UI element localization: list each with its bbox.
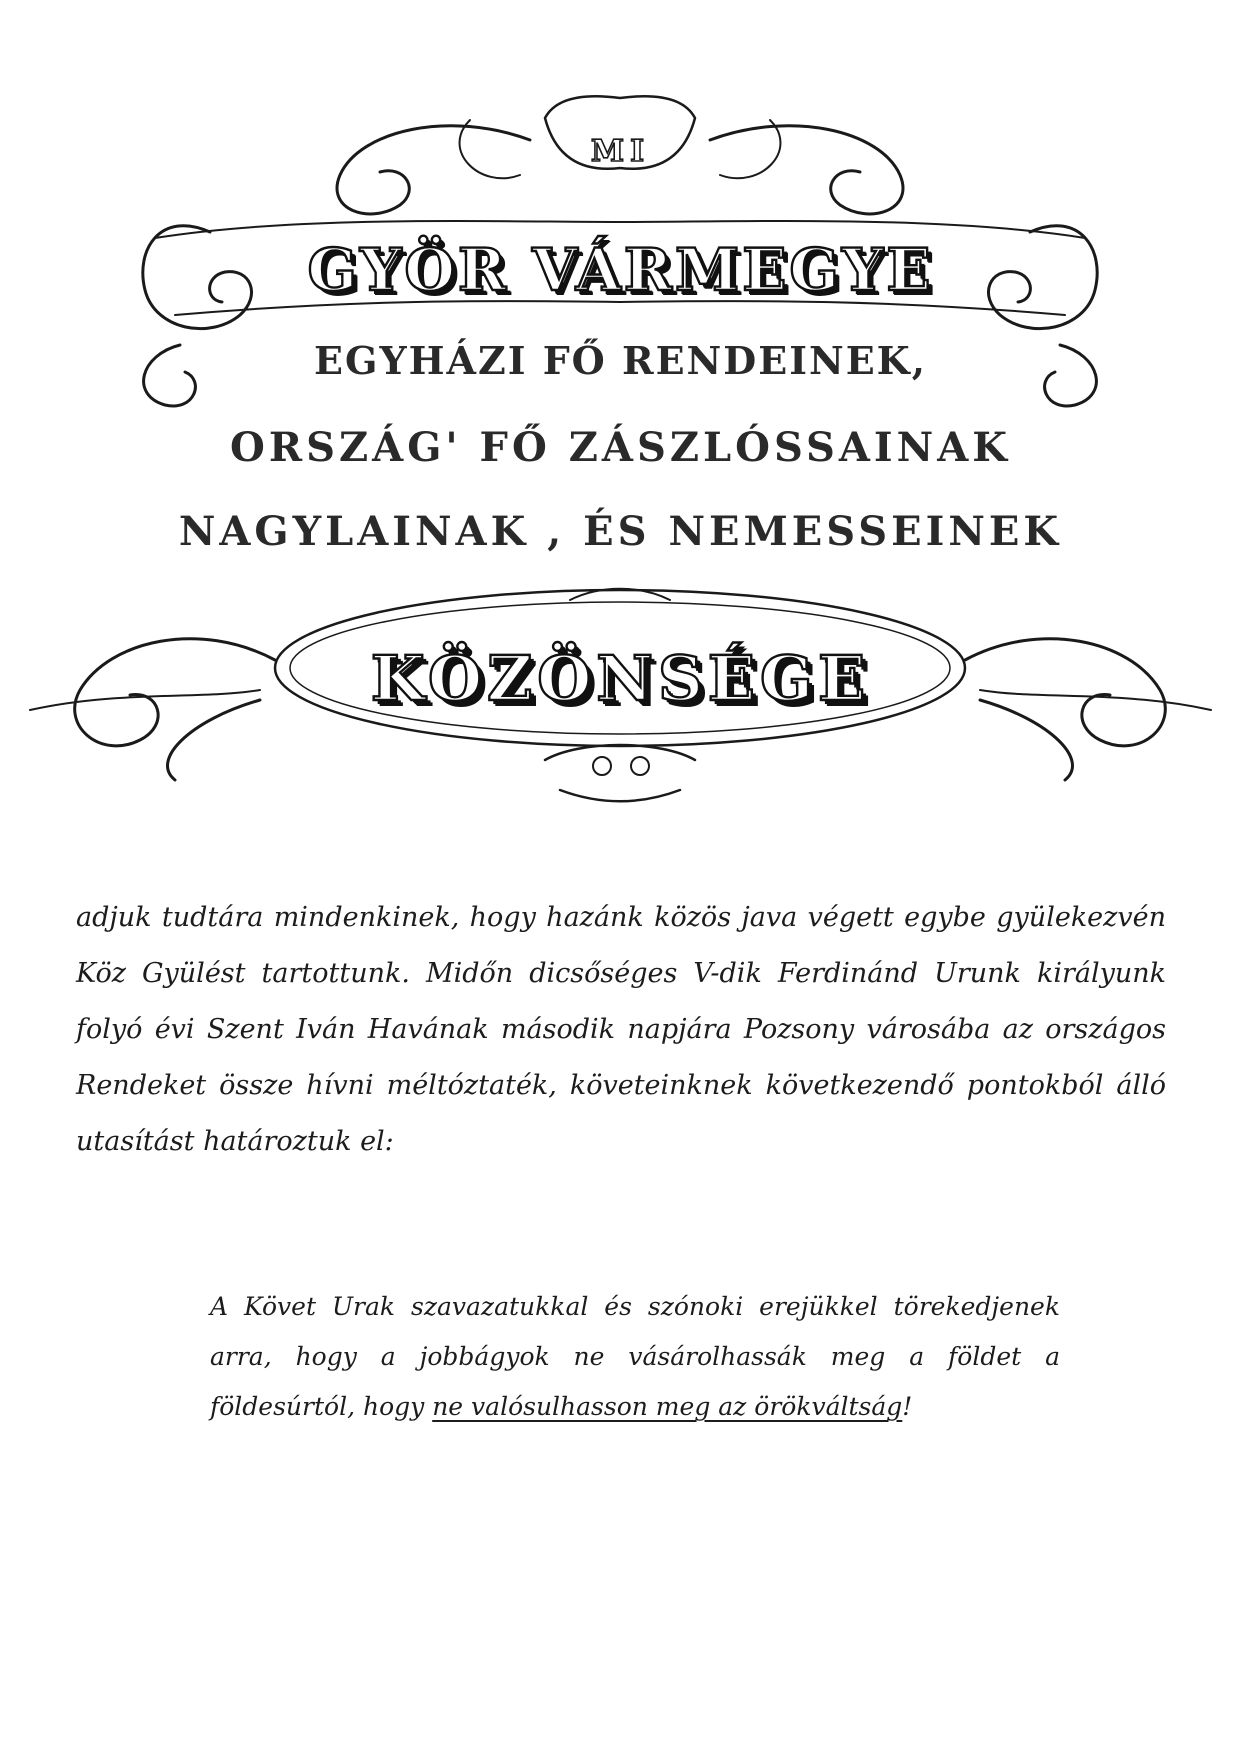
instruction-tail: ! (902, 1392, 913, 1421)
header-line-orszag: ORSZÁG' FŐ ZÁSZLÓSSAINAK (230, 424, 1011, 471)
instruction-lead: A Követ Urak szavazatukkal és szónoki erejükkel törekedjenek arra, hogy a jobbágyok ne vásárolhassák meg a földet a földesúrtól, hogy (210, 1292, 1060, 1421)
header-line-mi: MI (590, 134, 651, 169)
instruction-paragraph (210, 1282, 1060, 1432)
instruction-emphasis: ne valósulhasson meg az örökváltság (432, 1392, 903, 1421)
header-line-egyhazi: EGYHÁZI FŐ RENDEINEK, (314, 338, 927, 383)
header-line-nagylainak: NAGYLAINAK , ÉS NEMESSEINEK (178, 508, 1063, 555)
header-title-gyor-varmegye: GYÖR VÁRMEGYE (307, 236, 934, 304)
intro-paragraph: adjuk tudtára mindenkinek, hogy hazánk közös java végett egybe gyülekezvén Köz Gyülést tartottunk. Midőn dicsőséges V-dik Ferdinánd Urunk királyunk folyó évi Szent Iván Havának második napjára Pozsony városába az országos Rendeket össze hívni méltóztaték, követeinknek következendő pontokból álló utasítást határoztuk el: (76, 902, 1166, 1157)
bottom-swash (545, 745, 695, 801)
header-title-kozonsege: KÖZÖNSÉGE (370, 642, 871, 715)
